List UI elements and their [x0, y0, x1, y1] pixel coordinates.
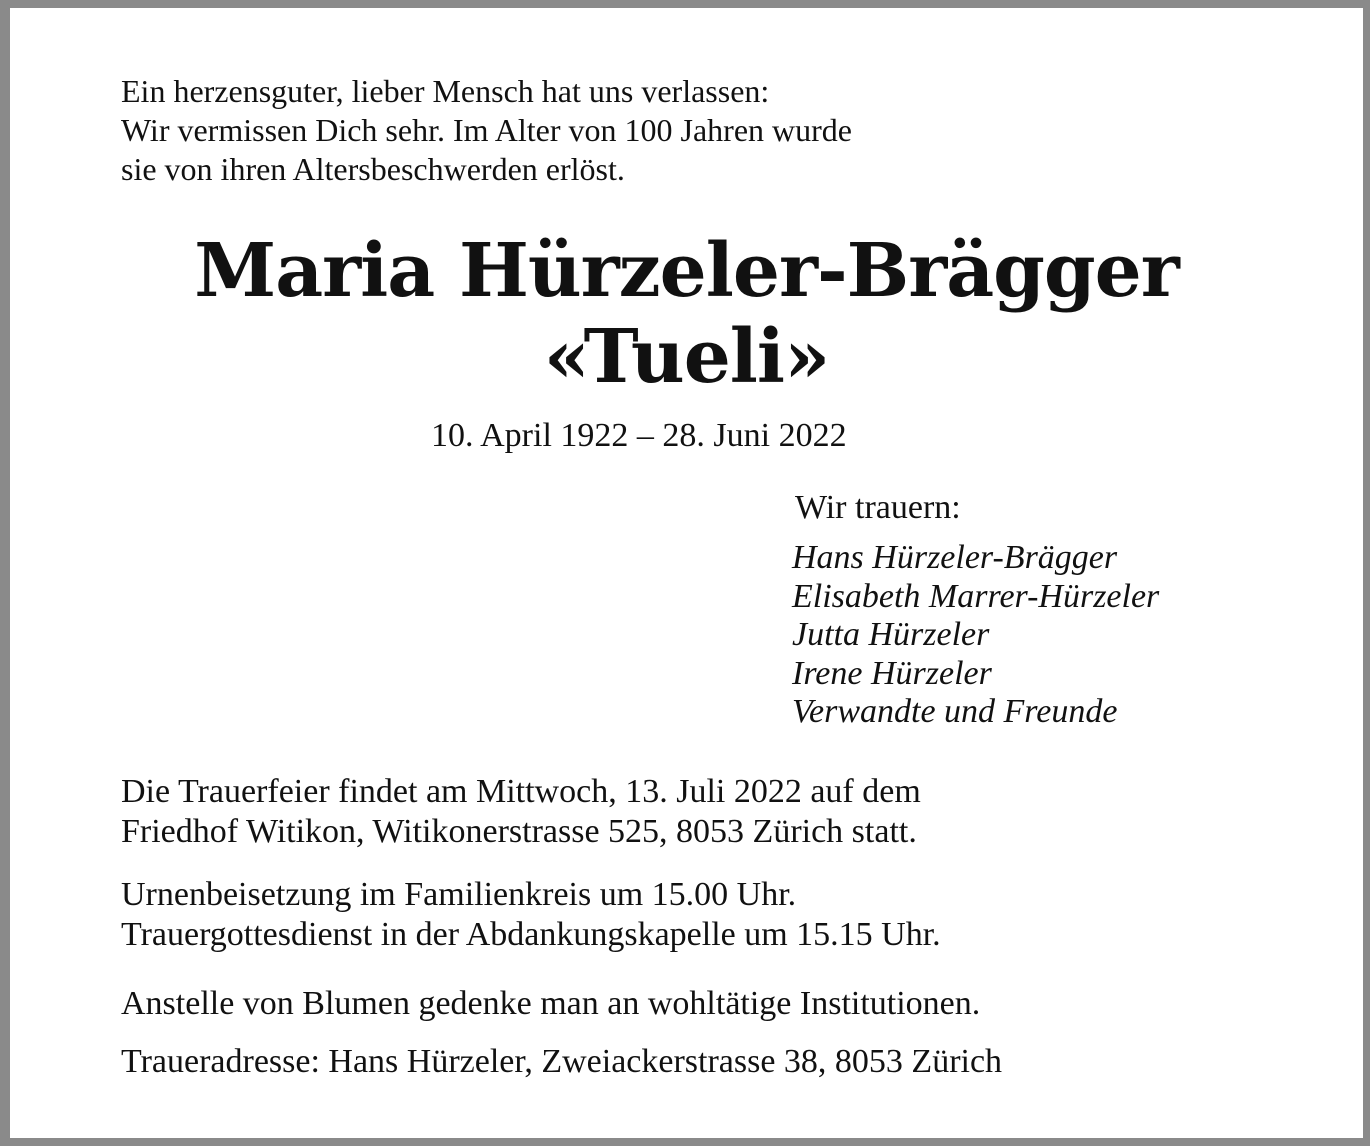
mourning-address [121, 1042, 1002, 1082]
intro-line: sie von ihren Altersbeschwerden erlöst. [121, 151, 625, 187]
ceremony-line: Friedhof Witikon, Witikonerstrasse 525, 8053 Zürich statt. [121, 813, 917, 850]
intro-text [121, 72, 852, 189]
flowers-note [121, 984, 980, 1024]
mourning-address-text: Traueradresse: Hans Hürzeler, Zweiackerstrasse 38, 8053 Zürich [121, 1043, 1003, 1080]
deceased-name-block [10, 228, 1363, 400]
mourner-name: Irene Hürzeler [792, 654, 992, 692]
deceased-name: Maria Hürzeler-Brägger [194, 228, 1179, 314]
mourner-name: Hans Hürzeler-Brägger [792, 539, 1118, 576]
life-dates: 10. April 1922 – 28. Juni 2022 [431, 417, 847, 454]
mourner-name: Jutta Hürzeler [792, 616, 990, 653]
flowers-note-text: Anstelle von Blumen gedenke man an wohltätige Institutionen. [121, 985, 981, 1022]
mourners-heading: Wir trauern: [795, 489, 961, 526]
deceased-nickname: «Tueli» [543, 314, 830, 400]
schedule-line: Trauergottesdienst in der Abdankungskapelle um 15.15 Uhr. [121, 916, 941, 953]
intro-line: Wir vermissen Dich sehr. Im Alter von 100 Jahren wurde [121, 112, 852, 148]
schedule-details [121, 875, 941, 955]
ceremony-details [121, 772, 921, 852]
mourner-name: Elisabeth Marrer-Hürzeler [792, 577, 1160, 615]
intro-line: Ein herzensguter, lieber Mensch hat uns verlassen: [121, 73, 770, 109]
schedule-line: Urnenbeisetzung im Familienkreis um 15.00 Uhr. [121, 876, 797, 913]
mourners-list [792, 539, 1159, 732]
mourner-name: Verwandte und Freunde [792, 693, 1118, 730]
ceremony-line: Die Trauerfeier findet am Mittwoch, 13. Juli 2022 auf dem [121, 773, 921, 810]
